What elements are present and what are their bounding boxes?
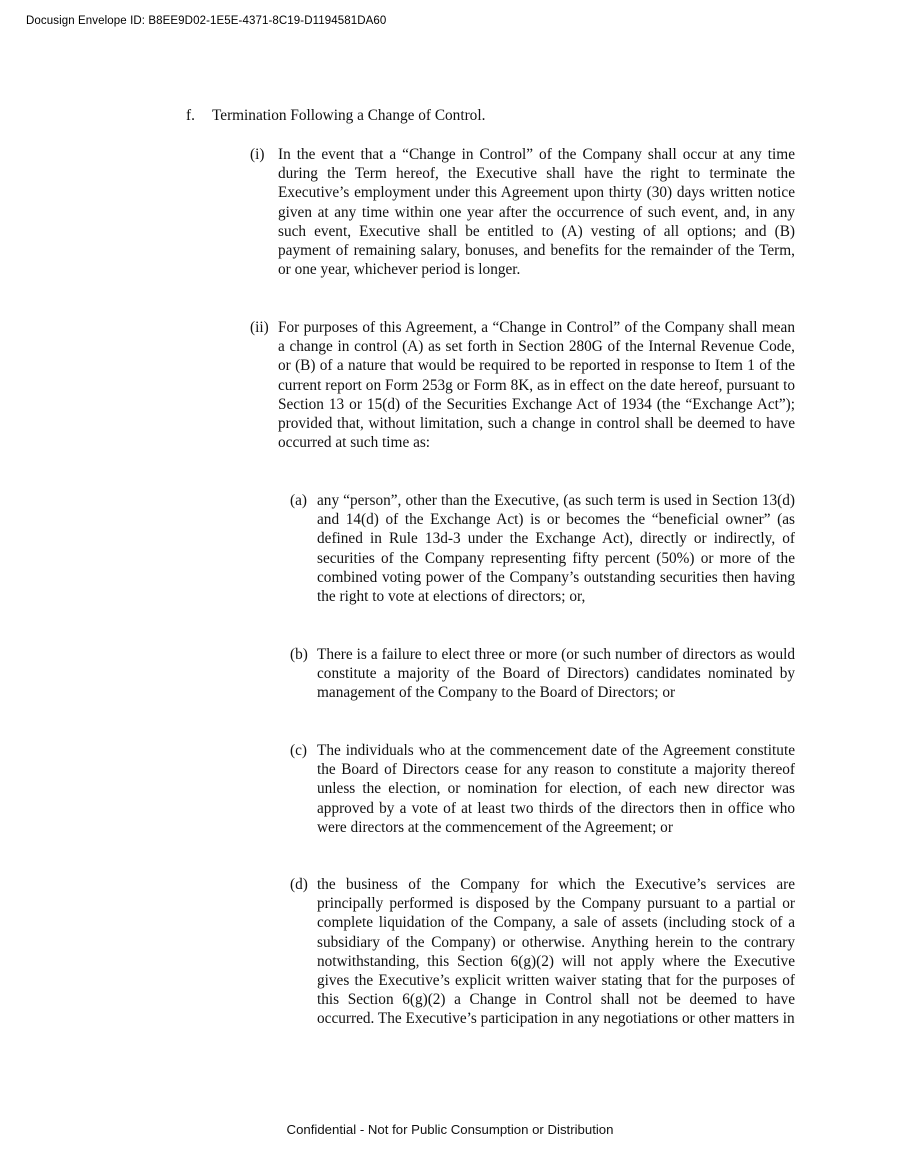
subclause-d-marker: (d) [290, 876, 308, 893]
subclause-a-text: any “person”, other than the Executive, (as such term is used in Section 13(d) and 14(d) of the Exchange Act) is or becomes the “beneficial owner” (as defined in Rule 13d-3 under the Exchange Act), directly or indirectly, of securities of the Company representing fifty percent (50%) or more of the combined voting power of the Company’s outstanding securities then having the right to vote at elections of directors; or, [317, 492, 795, 606]
subclause-b [290, 645, 795, 703]
section-heading [186, 106, 806, 125]
subclause-d-text: the business of the Company for which the Executive’s services are principally performed is disposed by the Company pursuant to a partial or complete liquidation of the Company, a sale of assets (including stock of a subsidiary of the Company) or otherwise. Anything herein to the contrary notwithstanding, this Section 6(g)(2) will not apply where the Executive gives the Executive’s explicit written waiver stating that for the purposes of this Section 6(g)(2) a Change in Control shall not be deemed to have occurred. The Executive’s participation in any negotiations or other matters in [317, 876, 795, 1028]
subclause-d [290, 875, 795, 1048]
section-marker: f. [186, 107, 195, 124]
subclause-c-marker: (c) [290, 742, 307, 759]
subclause-c-text: The individuals who at the commencement date of the Agreement constitute the Board of Directors cease for any reason to constitute a majority thereof unless the election, or nomination for election, of each new director was approved by a vote of at least two thirds of the directors then in office who were directors at the commencement of the Agreement; or [317, 742, 795, 836]
subclause-c [290, 741, 795, 837]
envelope-id: Docusign Envelope ID: B8EE9D02-1E5E-4371-8C19-D1194581DA60 [26, 15, 387, 27]
subclause-b-text: There is a failure to elect three or more (or such number of directors as would constitute a majority of the Board of Directors) candidates nominated by management of the Company to the Board of Directors; or [317, 646, 795, 702]
clause-i-marker: (i) [250, 146, 265, 163]
section-title: Termination Following a Change of Control. [212, 107, 486, 124]
clause-ii-marker: (ii) [250, 319, 269, 336]
clause-ii-text: For purposes of this Agreement, a “Change in Control” of the Company shall mean a change in control (A) as set forth in Section 280G of the Internal Revenue Code, or (B) of a nature that would be required to be reported in response to Item 1 of the current report on Form 253g or Form 8K, as in effect on the date hereof, pursuant to Section 13 or 15(d) of the Securities Exchange Act of 1934 (the “Exchange Act”); provided that, without limitation, such a change in control shall be deemed to have occurred at such time as: [278, 319, 795, 452]
clause-i [250, 145, 795, 279]
clause-ii [250, 318, 795, 452]
clause-i-text: In the event that a “Change in Control” of the Company shall occur at any time during the Term hereof, the Executive shall have the right to terminate the Executive’s employment under this Agreement upon thirty (30) days written notice given at any time within one year after the occurrence of such event, and, in any such event, Executive shall be entitled to (A) vesting of all options; and (B) payment of remaining salary, bonuses, and benefits for the remainder of the Term, or one year, whichever period is longer. [278, 146, 795, 279]
subclause-b-marker: (b) [290, 646, 308, 663]
confidential-footer: Confidential - Not for Public Consumption or Distribution [286, 1122, 614, 1137]
subclause-a-marker: (a) [290, 492, 307, 509]
subclause-a [290, 491, 795, 606]
